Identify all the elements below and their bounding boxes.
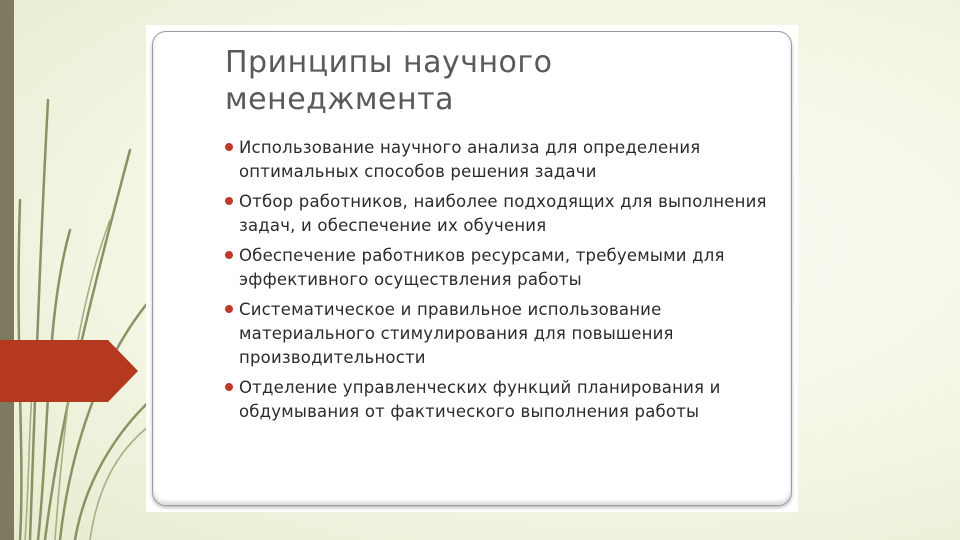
bullet-text: Использование научного анализа для определения оптимальных способов решения задачи — [239, 138, 701, 181]
list-item — [223, 136, 783, 184]
bullet-text: Обеспечение работников ресурсами, требуемыми для эффективного осуществления работы — [239, 246, 725, 289]
bullet-list — [223, 136, 783, 430]
slide-title: Принципы научного менеджмента — [225, 45, 553, 117]
bullet-icon — [225, 143, 233, 151]
list-item — [223, 244, 783, 292]
bullet-icon — [225, 251, 233, 259]
bullet-icon — [225, 305, 233, 313]
bullet-icon — [225, 383, 233, 391]
arrow-tab — [0, 340, 140, 402]
bullet-text: Отделение управленческих функций планирования и обдумывания от фактического выполнения работы — [239, 378, 721, 421]
list-item — [223, 376, 783, 424]
bullet-text: Отбор работников, наиболее подходящих для выполнения задач, и обеспечение их обучения — [239, 192, 767, 235]
slide-frame — [146, 25, 798, 512]
bullet-text: Систематическое и правильное использование материального стимулирования для повышения производительности — [239, 300, 674, 367]
list-item — [223, 190, 783, 238]
bullet-icon — [225, 197, 233, 205]
slide-panel — [152, 31, 792, 506]
list-item — [223, 298, 783, 370]
